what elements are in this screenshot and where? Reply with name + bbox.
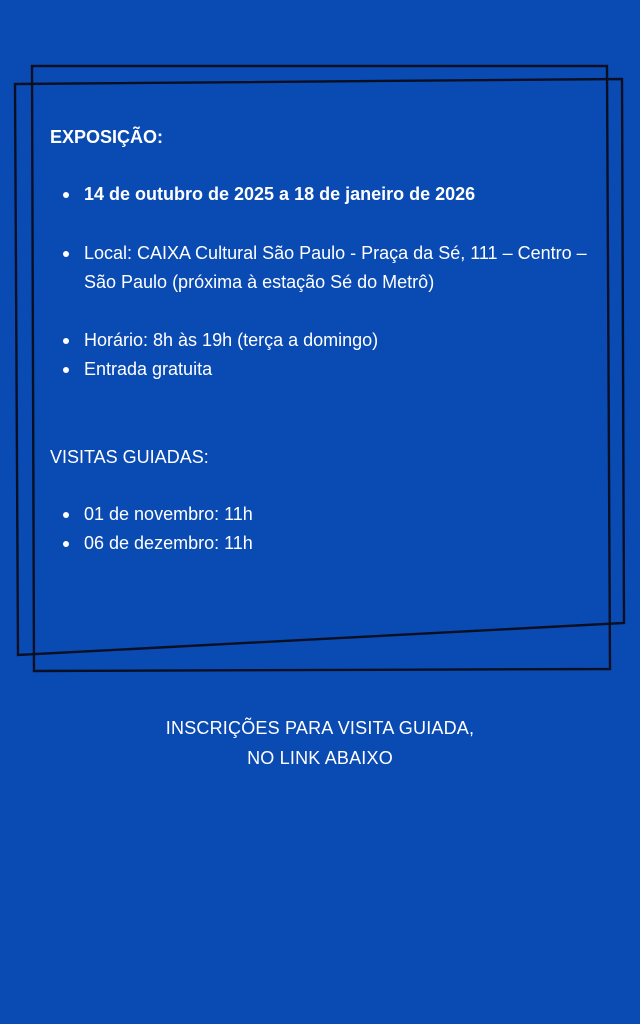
registration-note — [0, 713, 640, 773]
registration-note-line-2: NO LINK ABAIXO — [247, 748, 393, 768]
exposicao-local-list — [50, 239, 590, 297]
exposicao-dates: 14 de outubro de 2025 a 18 de janeiro de 2026 — [50, 180, 590, 209]
exposicao-entrada: Entrada gratuita — [50, 355, 590, 384]
exposicao-dates-list — [50, 180, 590, 209]
exposicao-local: Local: CAIXA Cultural São Paulo - Praça da Sé, 111 – Centro – São Paulo (próxima à estação Sé do Metrô) — [50, 239, 590, 297]
visita-item: 06 de dezembro: 11h — [50, 529, 590, 558]
visita-item: 01 de novembro: 11h — [50, 500, 590, 529]
visitas-heading: VISITAS GUIADAS: — [50, 447, 209, 467]
visitas-list — [50, 500, 590, 558]
exposicao-details-list — [50, 326, 590, 384]
exposicao-horario: Horário: 8h às 19h (terça a domingo) — [50, 326, 590, 355]
exposicao-heading: EXPOSIÇÃO: — [50, 127, 164, 147]
event-info — [50, 122, 590, 558]
registration-note-line-1: INSCRIÇÕES PARA VISITA GUIADA, — [165, 718, 475, 738]
